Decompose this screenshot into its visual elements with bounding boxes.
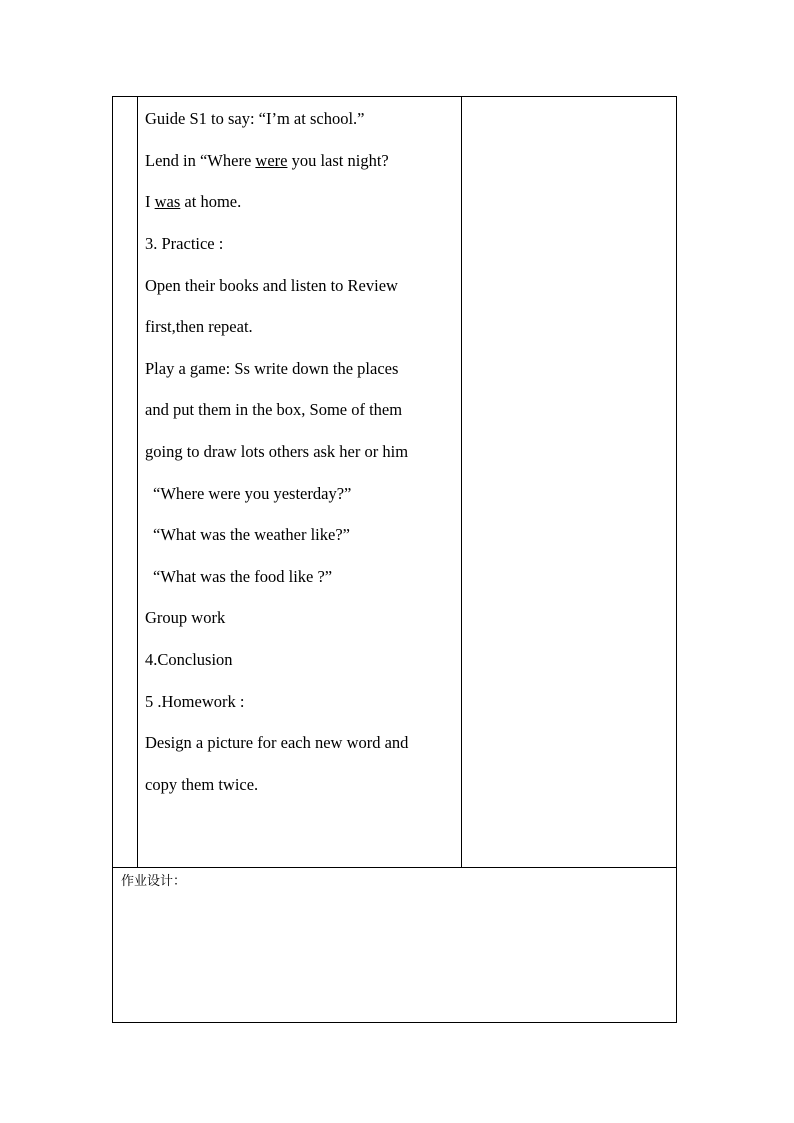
text-segment: I	[145, 192, 155, 211]
homework-design-label: 作业设计：	[121, 874, 187, 889]
section-heading-conclusion: 4.Conclusion	[145, 650, 233, 669]
text-line: and put them in the box, Some of them	[145, 400, 403, 419]
quoted-question: “What was the weather like?”	[153, 525, 350, 544]
text-line: Open their books and listen to Review	[145, 276, 398, 295]
text-segment: you last night?	[287, 151, 389, 170]
underlined-word-was: was	[154, 192, 181, 211]
text-line: first,then repeat.	[145, 317, 253, 336]
text-line-lend-in	[145, 151, 389, 171]
text-line-guide: Guide S1 to say: “I’m at school.”	[145, 109, 365, 128]
underlined-word-were: were	[255, 151, 288, 170]
table-row-divider	[113, 867, 676, 868]
text-line-i-was	[145, 192, 241, 212]
table-left-column-divider	[137, 97, 138, 867]
text-line: copy them twice.	[145, 775, 259, 794]
quoted-question: “What was the food like ?”	[153, 567, 333, 586]
section-heading-homework: 5 .Homework :	[145, 692, 245, 711]
section-heading-practice: 3. Practice :	[145, 234, 224, 253]
lesson-table	[112, 96, 677, 1023]
text-line-group-work: Group work	[145, 608, 226, 627]
text-segment: Lend in “Where	[145, 151, 256, 170]
text-line: Play a game: Ss write down the places	[145, 359, 399, 378]
table-middle-column-divider	[461, 97, 462, 867]
quoted-question: “Where were you yesterday?”	[153, 484, 352, 503]
text-segment: at home.	[180, 192, 242, 211]
text-line: going to draw lots others ask her or him	[145, 442, 409, 461]
text-line: Design a picture for each new word and	[145, 733, 409, 752]
